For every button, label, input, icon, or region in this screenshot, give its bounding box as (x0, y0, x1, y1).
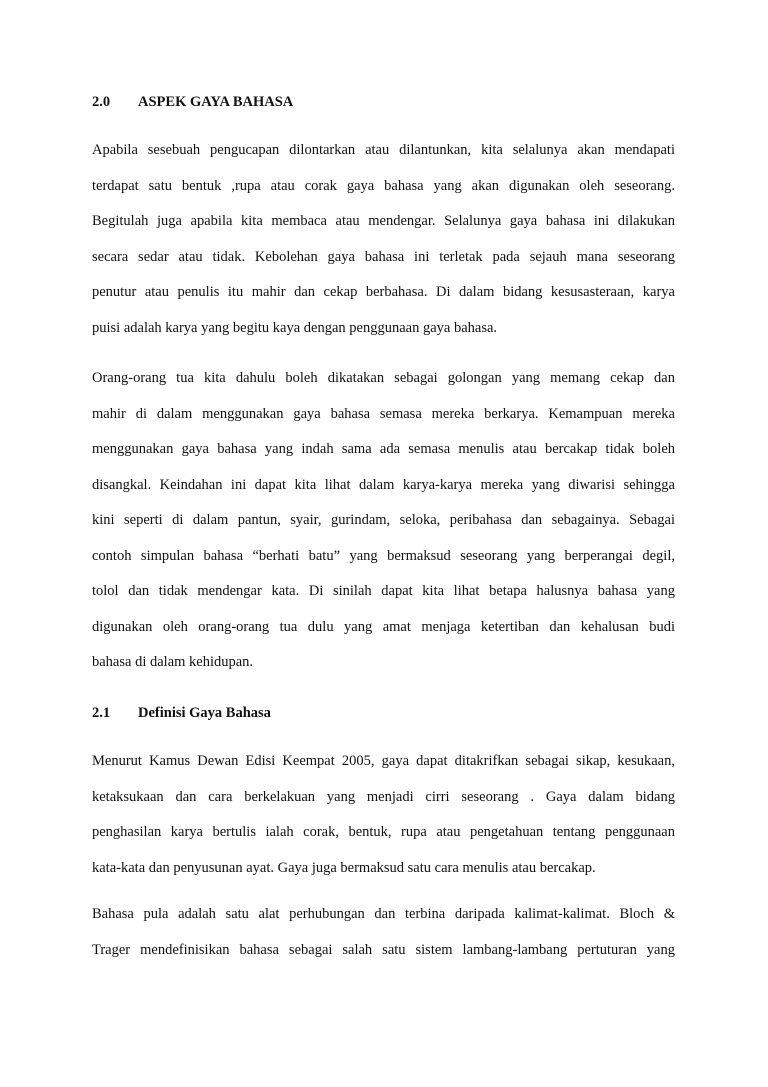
paragraph-line: menggunakan gaya bahasa yang indah sama ada semasa menulis atau bercakap tidak boleh (92, 441, 675, 457)
paragraph-line: disangkal. Keindahan ini dapat kita lihat dalam karya-karya mereka yang diwarisi sehingga (92, 476, 675, 493)
paragraph-line: kata-kata dan penyusunan ayat. Gaya juga bermaksud satu cara menulis atau bercakap. (92, 859, 596, 876)
paragraph-line: Bahasa pula adalah satu alat perhubungan dan terbina daripada kalimat-kalimat. Bloch & (92, 906, 675, 922)
paragraph-line: bahasa di dalam kehidupan. (92, 654, 254, 670)
paragraph-line: puisi adalah karya yang begitu kaya dengan penggunaan gaya bahasa. (92, 319, 498, 336)
paragraph-line: terdapat satu bentuk ,rupa atau corak gaya bahasa yang akan digunakan oleh seseorang. (92, 177, 675, 194)
section-title: ASPEK GAYA BAHASA (138, 94, 294, 110)
paragraph-3 (92, 744, 675, 886)
section-number: 2.0 (92, 94, 111, 110)
paragraph-line: ketaksukaan dan cara berkelakuan yang menjadi cirri seseorang . Gaya dalam bidang (92, 788, 675, 805)
paragraph-2 (92, 361, 675, 681)
paragraph-line: Begitulah juga apabila kita membaca atau mendengar. Selalunya gaya bahasa ini dilakukan (92, 213, 675, 229)
paragraph-line: Apabila sesebuah pengucapan dilontarkan atau dilantunkan, kita selalunya akan mendapati (92, 142, 675, 158)
paragraph-line: tolol dan tidak mendengar kata. Di sinilah dapat kita lihat betapa halusnya bahasa yang (92, 583, 675, 599)
paragraph-line: secara sedar atau tidak. Kebolehan gaya bahasa ini terletak pada sejauh mana seseorang (92, 248, 675, 265)
paragraph-line: penutur atau penulis itu mahir dan cekap berbahasa. Di dalam bidang kesusasteraan, karya (92, 284, 675, 300)
paragraph-line: Orang-orang tua kita dahulu boleh dikatakan sebagai golongan yang memang cekap dan (92, 370, 675, 386)
paragraph-4 (92, 897, 675, 968)
paragraph-line: Trager mendefinisikan bahasa sebagai salah satu sistem lambang-lambang pertuturan yang (92, 941, 675, 958)
section-title: Definisi Gaya Bahasa (138, 705, 271, 721)
section-heading-2-0 (92, 93, 293, 111)
paragraph-line: Menurut Kamus Dewan Edisi Keempat 2005, gaya dapat ditakrifkan sebagai sikap, kesukaan, (92, 753, 675, 769)
paragraph-line: contoh simpulan bahasa “berhati batu” yang bermaksud seseorang yang berperangai degil, (92, 547, 675, 564)
paragraph-line: penghasilan karya bertulis ialah corak, bentuk, rupa atau pengetahuan tentang penggunaan (92, 824, 675, 840)
section-heading-2-1 (92, 704, 271, 722)
paragraph-line: digunakan oleh orang-orang tua dulu yang amat menjaga ketertiban dan kehalusan budi (92, 618, 675, 635)
paragraph-1 (92, 133, 675, 346)
section-number: 2.1 (92, 705, 111, 721)
paragraph-line: kini seperti di dalam pantun, syair, gurindam, seloka, peribahasa dan sebagainya. Sebagai (92, 512, 675, 528)
paragraph-line: mahir di dalam menggunakan gaya bahasa semasa mereka berkarya. Kemampuan mereka (92, 405, 675, 422)
